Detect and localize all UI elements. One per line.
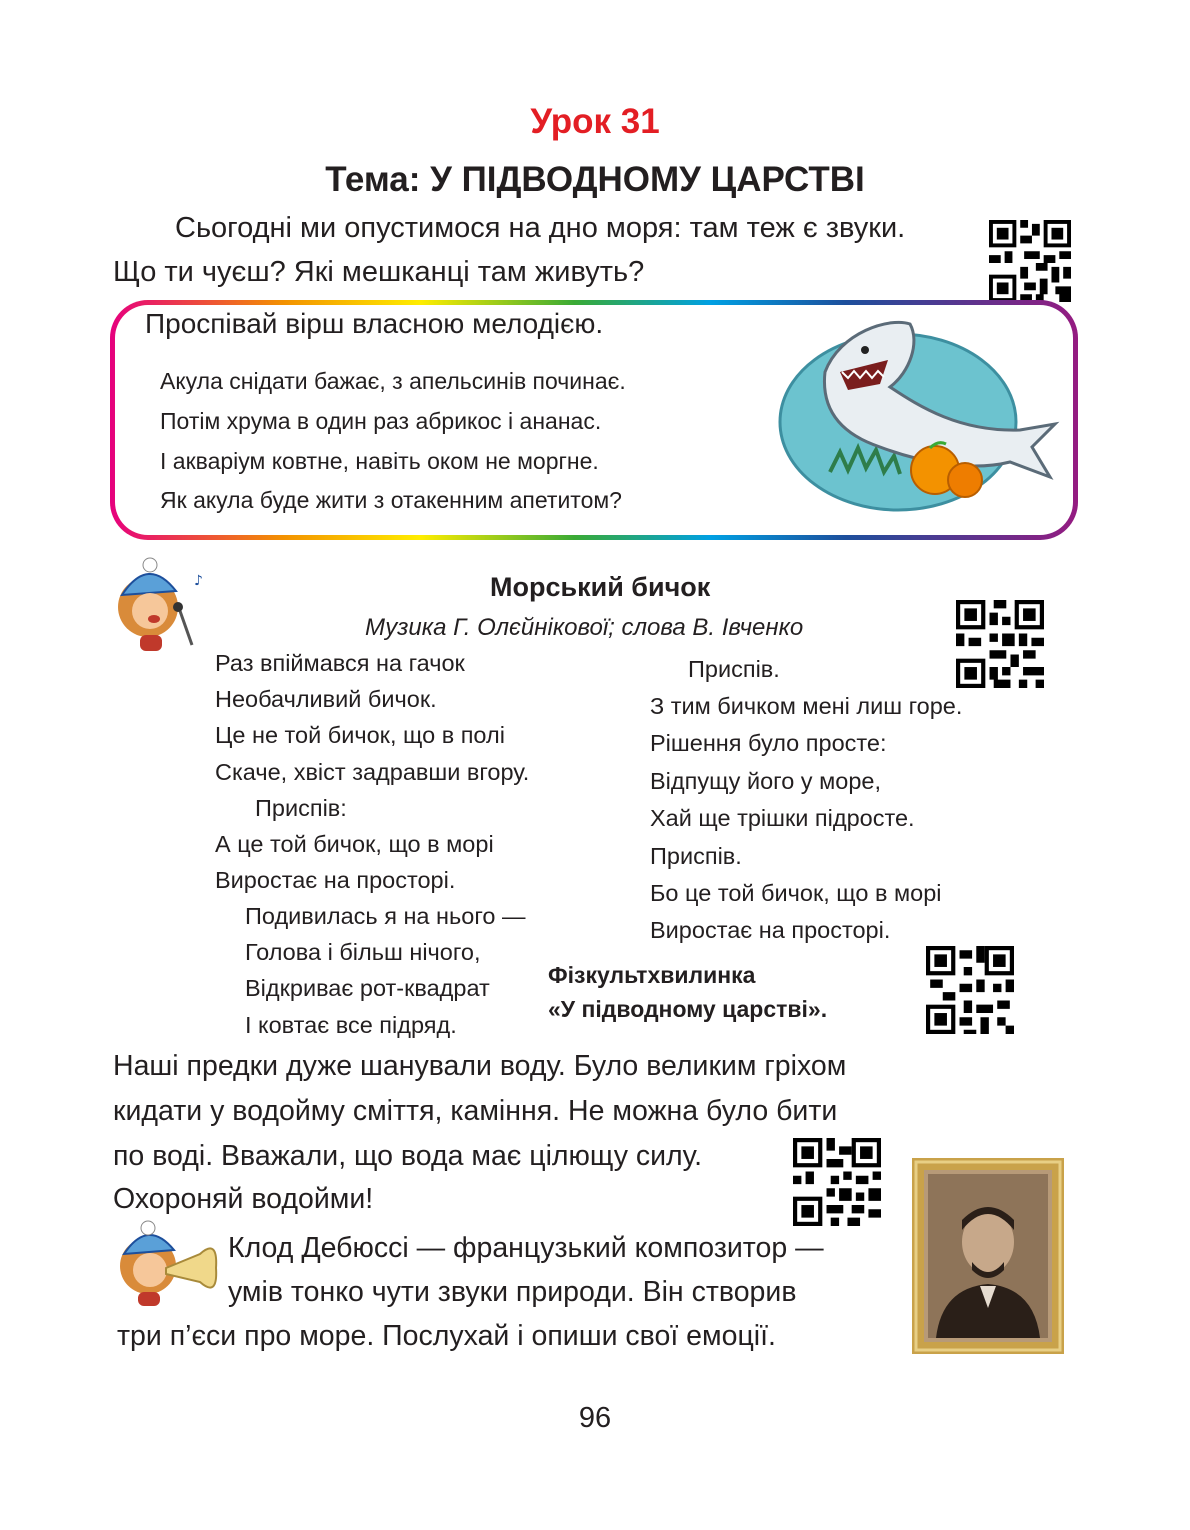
topic-title: Тема: У ПІДВОДНОМУ ЦАРСТВІ [325,160,865,199]
verse-line: І ковтає все підряд. [245,1012,457,1038]
page-number: 96 [578,1402,612,1434]
intro-line-2: Що ти чуєш? Які мешканці там живуть? [113,256,645,288]
verse-line: Голова і більш нічого, [245,939,481,965]
verse-line: Рішення було просте: [650,730,887,756]
verse-line: Хай ще трішки підросте. [650,805,915,831]
water-text-line: Наші предки дуже шанували воду. Було великим гріхом [113,1050,847,1082]
shark-illustration [770,312,1070,522]
poem-line: І акваріум ковтне, навіть оком не моргне. [160,448,599,474]
fizkult-title: Фізкультхвилинка [548,962,756,988]
qr-code-icon[interactable] [926,946,1014,1034]
verse-line: Необачливий бичок. [215,686,437,712]
verse-line: З тим бичком мені лиш горе. [650,693,963,719]
verse-line: Виростає на просторі. [650,917,891,943]
verse-line: А це той бичок, що в морі [215,831,494,857]
verse-line: Приспів. [688,656,780,682]
lesson-title: Урок 31 [530,102,660,141]
singing-child-illustration [100,555,210,655]
poem-line: Потім хрума в один раз абрикос і ананас. [160,408,602,434]
verse-line: Це не той бичок, що в полі [215,722,505,748]
song-authors: Музика Г. Олєйнікової; слова В. Івченко [365,614,804,641]
verse-line: Скаче, хвіст задравши вгору. [215,759,530,785]
poem-line: Акула снідати бажає, з апельсинів починає. [160,368,626,394]
verse-line: Приспів: [255,795,347,821]
svg-text:♪: ♪ [194,573,203,589]
verse-line: Приспів. [650,843,742,869]
fizkult-subtitle: «У підводному царстві». [548,996,828,1022]
water-text-line: кидати у водойму сміття, каміння. Не можна було бити [113,1095,838,1127]
poem-line: Як акула буде жити з отакенним апетитом? [160,487,622,513]
verse-line: Подивилась я на нього — [245,903,526,929]
verse-line: Відпущу його у море, [650,768,881,794]
debussy-text-line: три п’єси про море. Послухай і опиши свої емоції. [117,1320,776,1352]
qr-code-icon[interactable] [956,600,1044,688]
song-title: Морський бичок [490,572,711,602]
qr-code-icon[interactable] [988,220,1072,302]
water-text-line: Охороняй водойми! [113,1183,374,1215]
water-text-line: по воді. Вважали, що вода має цілющу силу. [113,1140,702,1172]
debussy-text-line: умів тонко чути звуки природи. Він створив [228,1276,797,1308]
debussy-text-line: Клод Дебюссі — французький композитор — [228,1232,824,1264]
verse-line: Бо це той бичок, що в морі [650,880,942,906]
intro-line-1: Сьогодні ми опустимося на дно моря: там теж є звуки. [175,212,906,244]
poem-instruction: Проспівай вірш власною мелодією. [145,308,604,339]
verse-line: Відкриває рот-квадрат [245,975,490,1001]
trumpet-child-illustration [108,1218,223,1310]
qr-code-icon[interactable] [793,1138,881,1226]
verse-line: Раз впіймався на гачок [215,650,465,676]
composer-portrait [912,1158,1064,1354]
verse-line: Виростає на просторі. [215,867,456,893]
